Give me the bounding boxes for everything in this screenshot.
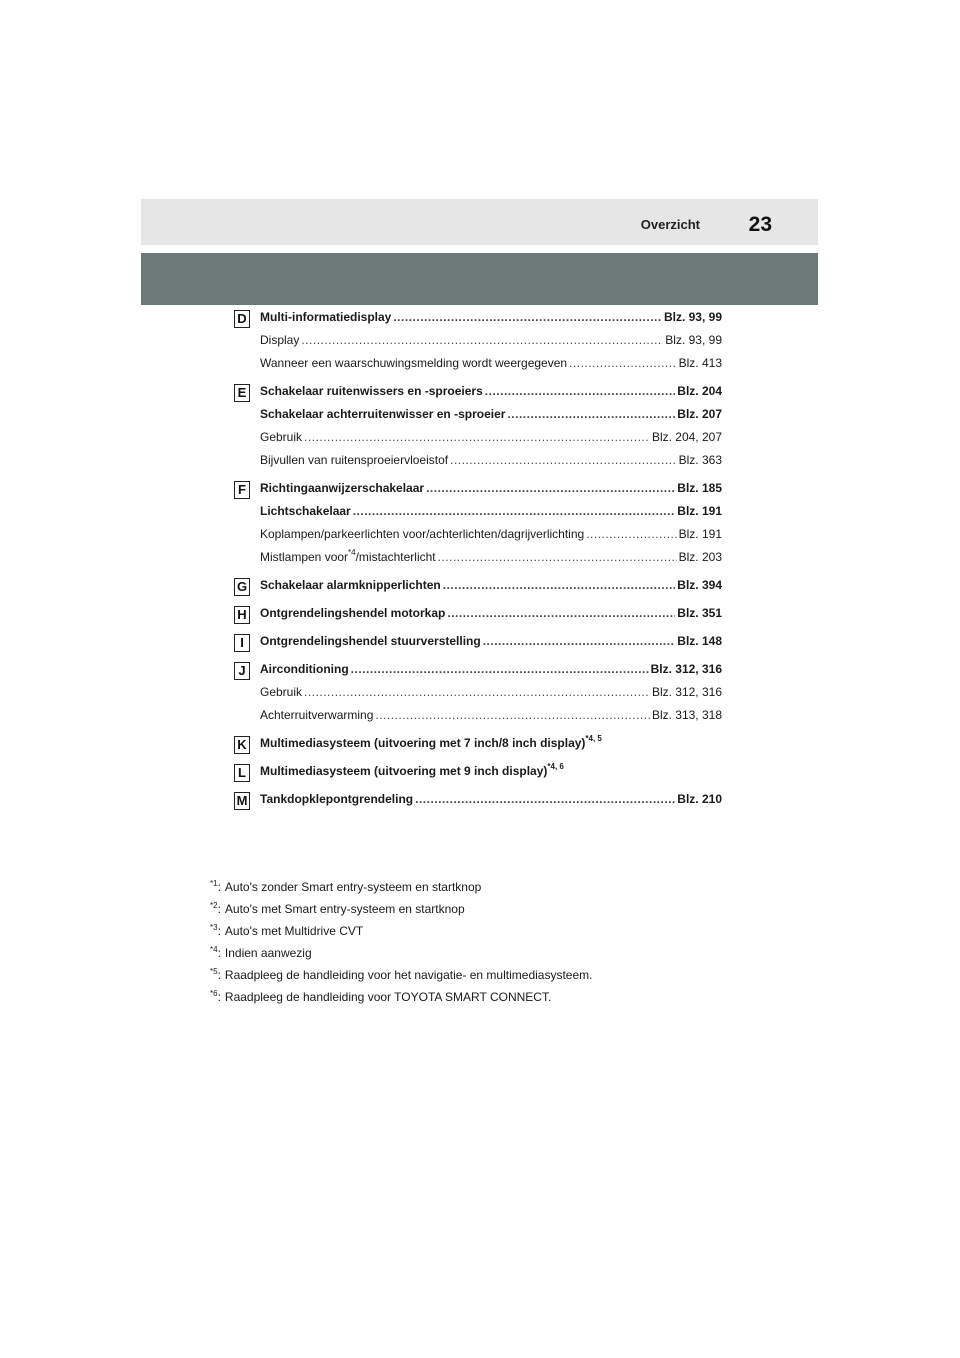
entry-title — [260, 606, 445, 620]
footnote-number: *6 — [210, 989, 218, 998]
dot-leader — [586, 527, 676, 541]
entry-text: Achterruitverwarming — [260, 708, 374, 722]
entry-title — [260, 792, 413, 806]
index-entry[interactable] — [260, 453, 722, 467]
index-list — [228, 310, 722, 820]
dot-leader — [301, 333, 663, 347]
footnote-item — [210, 880, 730, 894]
footnote-text: Auto's met Smart entry-systeem en startknop — [224, 902, 465, 916]
entry-title — [260, 578, 441, 592]
footnotes — [210, 880, 730, 1012]
entry-title — [260, 662, 349, 676]
index-entry[interactable] — [260, 550, 722, 564]
index-group-f — [228, 481, 722, 564]
index-entry[interactable] — [260, 578, 722, 592]
dot-leader — [569, 356, 677, 370]
index-entry[interactable] — [260, 430, 722, 444]
index-entry[interactable] — [260, 764, 722, 778]
entry-page-ref[interactable]: Blz. 313, 318 — [651, 708, 722, 722]
entry-text: Richtingaanwijzerschakelaar — [260, 481, 425, 495]
entry-title — [260, 685, 302, 699]
entry-page-ref[interactable]: Blz. 413 — [678, 356, 722, 370]
footnote-number: *3 — [210, 923, 218, 932]
entry-text: Airconditioning — [260, 662, 349, 676]
index-entry[interactable] — [260, 708, 722, 722]
index-entry[interactable] — [260, 481, 722, 495]
entry-page-ref[interactable]: Blz. 148 — [677, 634, 722, 648]
index-entry[interactable] — [260, 333, 722, 347]
entry-page-ref[interactable]: Blz. 204 — [677, 384, 722, 398]
entry-text: Multimediasysteem (uitvoering met 9 inch display) — [260, 764, 548, 778]
entry-text: Ontgrendelingshendel motorkap — [260, 606, 446, 620]
footnote-item — [210, 968, 730, 982]
entry-page-ref[interactable]: Blz. 363 — [678, 453, 722, 467]
footnote-mark: $^{*3}$: — [210, 923, 221, 938]
dot-leader — [304, 685, 650, 699]
footnote-item — [210, 924, 730, 938]
footnote-text: Raadpleeg de handleiding voor het navigatie- en multimediasysteem. — [224, 968, 593, 982]
entry-title — [260, 504, 351, 518]
index-entry[interactable] — [260, 685, 722, 699]
entry-text: Multi-informatiedisplay — [260, 310, 392, 324]
footnote-mark: $^{*2}$: — [210, 901, 221, 916]
index-entry[interactable] — [260, 792, 722, 806]
dot-leader — [507, 407, 675, 421]
entry-text: Wanneer een waarschuwingsmelding wordt weergegeven — [260, 356, 568, 370]
footnote-item — [210, 990, 730, 1004]
dot-leader — [485, 384, 676, 398]
entry-text: Schakelaar achterruitenwisser en -sproeier — [260, 407, 506, 421]
entry-title — [260, 453, 448, 467]
group-letter-badge: K — [234, 736, 250, 754]
entry-title — [260, 736, 602, 750]
entry-text: Gebruik — [260, 430, 303, 444]
entry-title — [260, 708, 373, 722]
dot-leader — [393, 310, 662, 324]
footnote-text: Raadpleeg de handleiding voor TOYOTA SMART CONNECT. — [224, 990, 552, 1004]
footnote-number: *2 — [210, 901, 218, 910]
index-group-g — [228, 578, 722, 592]
group-letter-badge: L — [234, 764, 250, 782]
entry-title — [260, 527, 584, 541]
entry-title — [260, 333, 299, 347]
footnote-number: *1 — [210, 879, 218, 888]
footnote-text: Indien aanwezig — [224, 946, 312, 960]
entry-page-ref[interactable]: Blz. 312, 316 — [650, 662, 722, 676]
entry-page-ref[interactable]: Blz. 191 — [677, 504, 722, 518]
entry-page-ref[interactable]: Blz. 185 — [677, 481, 722, 495]
footnote-item — [210, 946, 730, 960]
footnote-text: Auto's zonder Smart entry-systeem en startknop — [224, 880, 482, 894]
footnote-mark: $^{*6}$: — [210, 989, 221, 1004]
entry-title — [260, 407, 505, 421]
dot-leader — [483, 634, 676, 648]
group-letter-badge: I — [234, 634, 250, 652]
index-group-h — [228, 606, 722, 620]
entry-title — [260, 550, 436, 564]
index-group-m — [228, 792, 722, 806]
group-letter-badge: H — [234, 606, 250, 624]
entry-page-ref[interactable]: Blz. 93, 99 — [665, 333, 722, 347]
entry-text: Koplampen/parkeerlichten voor/achterlichten/dagrijverlichting — [260, 527, 585, 541]
entry-title — [260, 310, 391, 324]
page-number: 23 — [748, 213, 772, 236]
entry-text: Gebruik — [260, 685, 303, 699]
dot-leader — [443, 578, 676, 592]
dot-leader — [450, 453, 677, 467]
entry-title — [260, 481, 424, 495]
footnote-number: *5 — [210, 967, 218, 976]
dot-leader — [351, 662, 649, 676]
entry-text: Display — [260, 333, 300, 347]
entry-page-ref[interactable]: Blz. 210 — [677, 792, 722, 806]
dot-leader — [438, 550, 677, 564]
entry-text: Lichtschakelaar — [260, 504, 351, 518]
page-header — [141, 199, 818, 245]
entry-title — [260, 764, 564, 778]
index-entry[interactable] — [260, 356, 722, 370]
index-group-e — [228, 384, 722, 467]
group-letter-badge: E — [234, 384, 250, 402]
group-letter-badge: G — [234, 578, 250, 596]
footnote-ref: *4 — [348, 548, 356, 557]
index-entry[interactable] — [260, 606, 722, 620]
index-group-k — [228, 736, 722, 750]
entry-text: Multimediasysteem (uitvoering met 7 inch/8 inch display) — [260, 736, 586, 750]
group-letter-badge: J — [234, 662, 250, 680]
index-entry[interactable] — [260, 384, 722, 398]
entry-title — [260, 356, 567, 370]
entry-title — [260, 634, 481, 648]
footnote-number: *4 — [210, 945, 218, 954]
entry-page-ref[interactable]: Blz. 312, 316 — [651, 685, 722, 699]
index-entry[interactable] — [260, 634, 722, 648]
entry-page-ref[interactable]: Blz. 93, 99 — [663, 310, 722, 324]
group-letter-badge: F — [234, 481, 250, 499]
footnote-ref: *4, 5 — [585, 734, 602, 743]
dot-leader — [375, 708, 650, 722]
entry-page-ref[interactable]: Blz. 207 — [677, 407, 722, 421]
index-entry[interactable] — [260, 310, 722, 324]
group-letter-badge: D — [234, 310, 250, 328]
index-entry[interactable] — [260, 527, 722, 541]
footnote-ref: *4, 6 — [547, 762, 564, 771]
index-entry[interactable] — [260, 736, 722, 750]
footnote-text: Auto's met Multidrive CVT — [224, 924, 364, 938]
index-group-l — [228, 764, 722, 778]
chapter-band — [141, 253, 818, 305]
section-title: Overzicht — [640, 217, 700, 232]
entry-page-ref[interactable]: Blz. 204, 207 — [651, 430, 722, 444]
entry-page-ref[interactable]: Blz. 394 — [677, 578, 722, 592]
footnote-mark: $^{*5}$: — [210, 967, 221, 982]
footnote-mark: $^{*4}$: — [210, 945, 221, 960]
entry-text: Schakelaar ruitenwissers en -sproeiers — [260, 384, 483, 398]
dot-leader — [304, 430, 650, 444]
footnote-mark: $^{*1}$: — [210, 879, 221, 894]
dot-leader — [447, 606, 675, 620]
index-group-j — [228, 662, 722, 722]
index-entry[interactable] — [260, 407, 722, 421]
group-letter-badge: M — [234, 792, 250, 810]
dot-leader — [415, 792, 675, 806]
entry-text: Bijvullen van ruitensproeiervloeistof — [260, 453, 449, 467]
entry-page-ref[interactable]: Blz. 351 — [677, 606, 722, 620]
entry-text: Schakelaar alarmknipperlichten — [260, 578, 441, 592]
dot-leader — [353, 504, 676, 518]
index-entry[interactable] — [260, 662, 722, 676]
index-group-i — [228, 634, 722, 648]
entry-title — [260, 430, 302, 444]
index-entry[interactable] — [260, 504, 722, 518]
entry-title — [260, 384, 483, 398]
entry-text: Tankdopklepontgrendeling — [260, 792, 414, 806]
footnote-item — [210, 902, 730, 916]
index-group-d — [228, 310, 722, 370]
entry-page-ref[interactable]: Blz. 191 — [678, 527, 722, 541]
dot-leader — [426, 481, 675, 495]
entry-text-after: /mistachterlicht — [355, 550, 436, 564]
entry-text: Mistlampen voor — [260, 550, 349, 564]
entry-page-ref[interactable]: Blz. 203 — [678, 550, 722, 564]
entry-text: Ontgrendelingshendel stuurverstelling — [260, 634, 481, 648]
